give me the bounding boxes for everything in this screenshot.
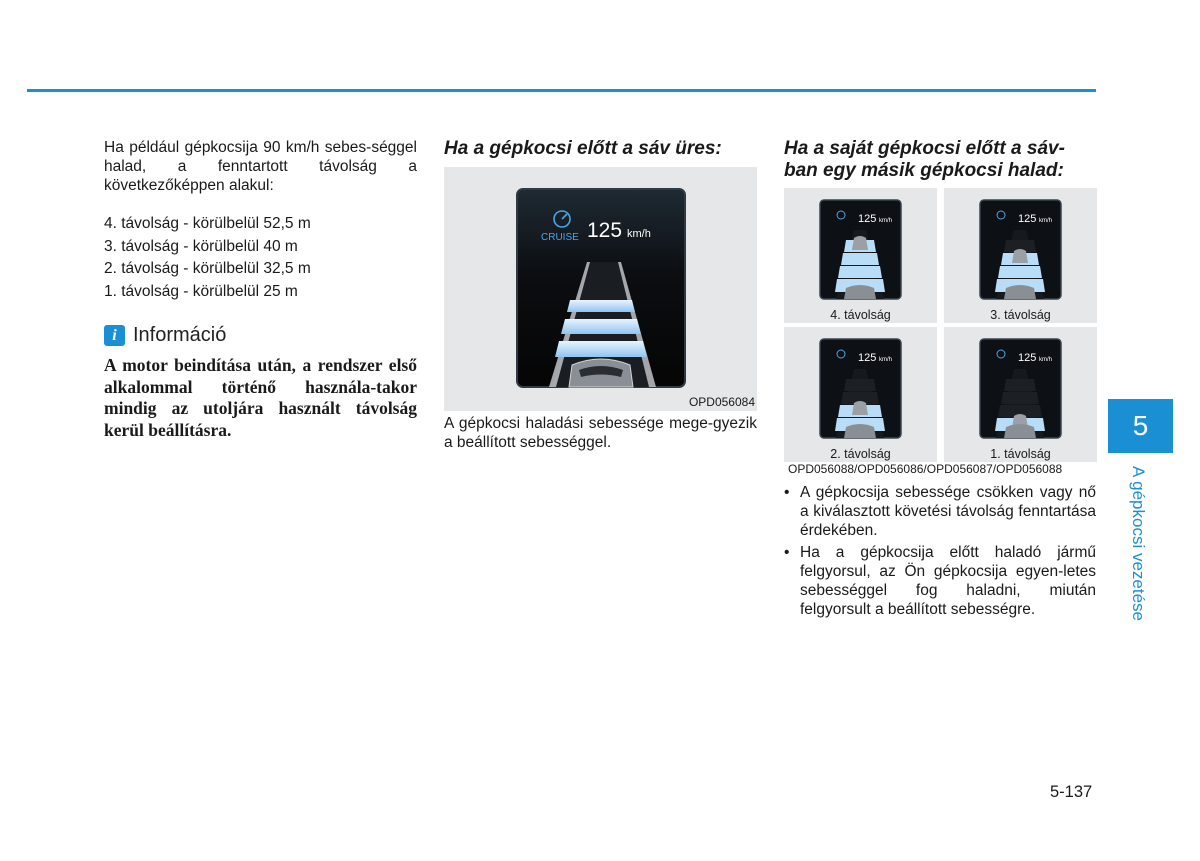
distance-list bbox=[104, 213, 417, 303]
header-rule bbox=[27, 89, 1096, 92]
image-code: OPD056084 bbox=[688, 395, 755, 409]
own-car-icon bbox=[1004, 424, 1036, 438]
section-heading-vehicle-ahead: Ha a saját gépkocsi előtt a sáv-ban egy másik gépkocsi halad: bbox=[784, 138, 1065, 181]
distance-bar bbox=[555, 341, 647, 357]
tile-unit: km/h bbox=[1039, 218, 1053, 224]
distance-item: 4. távolság - körülbelül 52,5 m bbox=[104, 215, 311, 232]
info-icon: i bbox=[104, 325, 125, 346]
distance-bar bbox=[838, 266, 882, 278]
speed-value: 125 bbox=[587, 219, 623, 242]
own-car-icon bbox=[1004, 285, 1036, 299]
tile-speed: 125 bbox=[1018, 352, 1037, 364]
tile-unit: km/h bbox=[879, 357, 893, 363]
lead-car-icon bbox=[1012, 249, 1028, 263]
column-middle bbox=[444, 138, 757, 160]
bullet-text: Ha a gépkocsija előtt haladó jármű felgyorsul, az Ön gépkocsija egyen-letes sebességgel fog haladni, miután felgyorsult a beállított sebességre. bbox=[800, 544, 1096, 618]
distance-bar bbox=[567, 300, 635, 312]
page-number: 5-137 bbox=[1050, 783, 1093, 801]
distance-tile bbox=[784, 327, 937, 462]
distance-item: 2. távolság - körülbelül 32,5 m bbox=[104, 260, 311, 277]
info-title: Információ bbox=[133, 324, 227, 346]
tile-label: 1. távolság bbox=[990, 447, 1051, 461]
own-car-icon bbox=[844, 424, 876, 438]
tile-label: 2. távolság bbox=[830, 447, 891, 461]
cruise-label: CRUISE bbox=[541, 232, 579, 243]
bullet-dot: • bbox=[784, 544, 790, 561]
tile-illustration bbox=[944, 327, 1097, 462]
empty-lane-text: A gépkocsi haladási sebessége mege-gyezik a beállított sebességgel. bbox=[444, 415, 757, 451]
tile-illustration bbox=[944, 188, 1097, 323]
chapter-title-text: A gépkocsi vezetése bbox=[1129, 466, 1148, 621]
column-right bbox=[784, 138, 1096, 182]
bullet-text: A gépkocsija sebessége csökken vagy nő a kiválasztott követési távolság fenntartása érdekében. bbox=[800, 484, 1096, 539]
bullet-list bbox=[784, 483, 1096, 622]
chapter-title bbox=[1128, 466, 1152, 636]
distance-tile bbox=[784, 188, 937, 323]
distance-bar bbox=[844, 379, 876, 391]
tile-unit: km/h bbox=[879, 218, 893, 224]
tile-label: 4. távolság bbox=[830, 308, 891, 322]
distance-tile bbox=[944, 188, 1097, 323]
bullet-item bbox=[784, 483, 1096, 540]
distance-bar bbox=[998, 266, 1042, 278]
cruise-display-illustration bbox=[444, 167, 757, 411]
lead-car-icon bbox=[852, 236, 868, 250]
tile-illustration bbox=[784, 327, 937, 462]
tile-speed: 125 bbox=[858, 213, 877, 225]
info-header bbox=[104, 325, 417, 346]
tile-speed: 125 bbox=[858, 352, 877, 364]
distance-bar bbox=[561, 319, 641, 334]
speed-unit: km/h bbox=[627, 228, 651, 240]
own-car-icon bbox=[844, 285, 876, 299]
cluster-display-image bbox=[444, 167, 757, 411]
lead-car-icon bbox=[852, 401, 868, 415]
distance-bar bbox=[1004, 379, 1036, 391]
section-heading-empty-lane: Ha a gépkocsi előtt a sáv üres: bbox=[444, 138, 722, 159]
column-left bbox=[104, 138, 417, 441]
tile-unit: km/h bbox=[1039, 357, 1053, 363]
distance-item: 1. távolság - körülbelül 25 m bbox=[104, 282, 298, 300]
distance-item: 3. távolság - körülbelül 40 m bbox=[104, 237, 298, 255]
image-codes: OPD056088/OPD056086/OPD056087/OPD056088 bbox=[788, 462, 1063, 476]
tile-illustration bbox=[784, 188, 937, 323]
tile-label: 3. távolság bbox=[990, 308, 1051, 322]
distance-bar bbox=[1001, 392, 1039, 404]
bullet-item bbox=[784, 543, 1096, 619]
info-body: A motor beindítása után, a rendszer első alkalommal történő használa-takor mindig az utoljára használt távolság kerül beállításra. bbox=[104, 355, 417, 440]
chapter-tab[interactable]: 5 bbox=[1108, 399, 1173, 453]
bullet-dot: • bbox=[784, 484, 790, 501]
intro-text: Ha például gépkocsija 90 km/h sebes-séggel halad, a fenntartott távolság a következőképpen alakul: bbox=[104, 139, 417, 194]
distance-tile bbox=[944, 327, 1097, 462]
tile-speed: 125 bbox=[1018, 213, 1037, 225]
distance-bar bbox=[841, 253, 879, 265]
